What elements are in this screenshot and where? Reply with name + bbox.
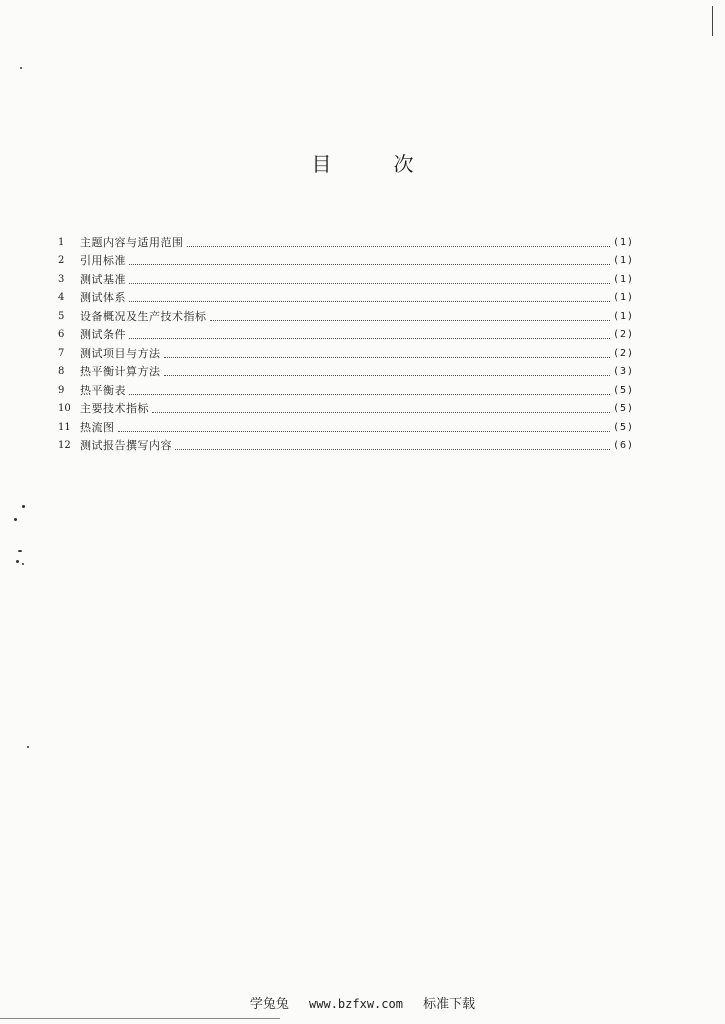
toc-number: 11 [58, 421, 71, 433]
toc-number: 8 [58, 366, 65, 377]
footer-url: www.bzfxw.com [309, 997, 403, 1011]
toc-number: 9 [58, 384, 65, 396]
toc-page: (1) [612, 255, 634, 266]
toc-leader-dots [210, 319, 610, 321]
toc-entry-11 [58, 416, 634, 435]
toc-title: 测试项目与方法 [80, 346, 161, 360]
toc-entry-5 [58, 305, 634, 324]
toc-leader-dots [129, 337, 610, 339]
toc-title: 测试报告撰写内容 [80, 439, 172, 452]
toc-entry-7 [58, 342, 634, 361]
footer-site-name: 学兔兔 [249, 997, 289, 1012]
toc-leader-dots [129, 263, 610, 265]
toc-entry-6 [58, 324, 634, 343]
toc-leader-dots [175, 448, 610, 450]
title-char-1: 目 [311, 152, 332, 176]
toc-title: 设备概况及生产技术指标 [80, 309, 207, 323]
toc-entry-10 [58, 398, 634, 417]
toc-entry-2 [58, 250, 634, 269]
toc-title: 测试条件 [80, 328, 126, 341]
toc-entry-3 [58, 268, 634, 287]
toc-page: (1) [612, 236, 634, 248]
toc-title: 热流图 [80, 420, 115, 434]
toc-page: (2) [612, 329, 634, 340]
toc-title: 测试体系 [80, 291, 126, 304]
toc-number: 7 [58, 347, 65, 359]
toc-entry-9 [58, 379, 634, 398]
scan-speck [14, 518, 17, 521]
toc-leader-dots [129, 282, 610, 284]
toc-title: 热平衡表 [80, 383, 126, 397]
toc-page: (3) [612, 366, 634, 377]
toc-page: (5) [612, 421, 634, 433]
toc-leader-dots [129, 393, 610, 395]
toc-page: (2) [612, 347, 634, 359]
toc-page: (5) [612, 403, 634, 414]
title-char-2: 次 [393, 152, 414, 176]
toc-title: 主要技术指标 [80, 402, 149, 415]
scan-speck [27, 746, 29, 748]
toc-page: (1) [612, 273, 634, 285]
scan-speck [22, 563, 24, 565]
scan-edge-mark [712, 6, 713, 36]
toc-leader-dots [118, 430, 610, 432]
scan-speck [20, 67, 22, 69]
toc-number: 6 [58, 329, 65, 340]
toc-number: 10 [58, 403, 71, 414]
toc-number: 12 [58, 440, 71, 451]
bottom-rule [0, 1018, 280, 1019]
footer-watermark [0, 993, 725, 1012]
toc-entry-1 [58, 231, 634, 250]
toc-page: (5) [612, 384, 634, 396]
scan-speck [22, 505, 25, 508]
toc-page: (1) [612, 292, 634, 303]
toc-title: 测试基准 [80, 272, 126, 286]
toc-page: (6) [612, 440, 634, 451]
toc-title: 热平衡计算方法 [80, 365, 161, 378]
toc-title: 主题内容与适用范围 [80, 235, 184, 249]
toc-leader-dots [164, 374, 610, 376]
toc-leader-dots [187, 245, 610, 247]
toc-number: 5 [58, 310, 65, 322]
toc-leader-dots [164, 356, 610, 358]
toc-number: 1 [58, 236, 65, 248]
toc-entry-12 [58, 435, 634, 454]
toc-number: 4 [58, 292, 65, 303]
scan-speck [16, 560, 19, 563]
toc-leader-dots [129, 300, 610, 302]
toc-page: (1) [612, 310, 634, 322]
toc-title: 引用标准 [80, 254, 126, 267]
footer-tagline: 标准下载 [423, 997, 476, 1012]
toc-entry-4 [58, 287, 634, 306]
toc-number: 2 [58, 255, 65, 266]
toc-number: 3 [58, 273, 65, 285]
toc-leader-dots [152, 411, 610, 413]
toc-entry-8 [58, 361, 634, 380]
scan-speck [18, 550, 22, 552]
page-title [0, 148, 725, 177]
table-of-contents [58, 231, 634, 453]
